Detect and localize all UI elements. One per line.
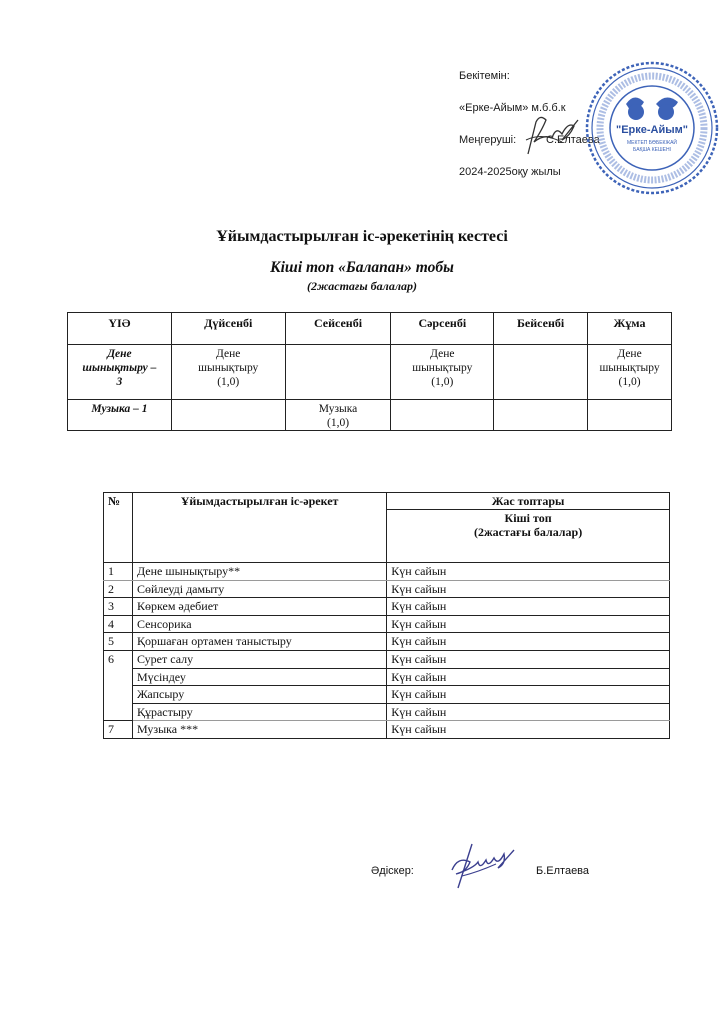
column-header-age-groups: Жас топтары <box>387 493 670 510</box>
methodist-name: Б.Елтаева <box>536 865 590 877</box>
schedule-cell: Дене шынықтыру (1,0) <box>391 345 494 400</box>
table-row: 5 Қоршаған ортамен таныстыру Күн сайын <box>104 633 670 651</box>
column-header: Сәрсенбі <box>391 313 494 345</box>
head-name: С.Елтаева <box>546 134 600 146</box>
head-signature-icon <box>522 112 584 158</box>
activities-table <box>103 492 670 739</box>
head-label: Меңгеруші: <box>459 134 517 146</box>
row-subject: Музыка – 1 <box>68 400 172 431</box>
svg-text:БАҚША КЕШЕНІ: БАҚША КЕШЕНІ <box>633 147 671 153</box>
table-row <box>68 345 672 400</box>
methodist-signature-icon <box>444 842 516 890</box>
column-header: Бейсенбі <box>494 313 588 345</box>
group-subtitle: Кіші топ «Балапан» тобы <box>270 259 454 276</box>
schedule-cell <box>588 400 672 431</box>
weekly-schedule-table <box>67 312 672 431</box>
schedule-cell <box>171 400 285 431</box>
table-row: Мүсіндеу Күн сайын <box>104 668 670 686</box>
table-row: 2 Сөйлеуді дамыту Күн сайын <box>104 580 670 598</box>
organization-line: «Ерке-Айым» м.б.б.к <box>459 102 566 114</box>
age-note: (2жастағы балалар) <box>307 279 417 293</box>
table-row: Құрастыру Күн сайын <box>104 703 670 721</box>
table-row: Жапсыру Күн сайын <box>104 686 670 704</box>
schedule-cell <box>494 345 588 400</box>
schedule-cell <box>391 400 494 431</box>
approved-label: Бекітемін: <box>459 70 510 82</box>
column-header: ҮІӘ <box>68 313 172 345</box>
svg-text:МЕКТЕП БӨБЕКЖАЙ: МЕКТЕП БӨБЕКЖАЙ <box>626 140 678 146</box>
methodist-label: Әдіскер: <box>371 865 414 877</box>
column-header-activity: Ұйымдастырылған іс-әрекет <box>132 493 386 563</box>
svg-text:"Ерке-Айым": "Ерке-Айым" <box>615 124 689 136</box>
column-header: Дүйсенбі <box>171 313 285 345</box>
table-header-row <box>104 493 670 510</box>
official-stamp-icon <box>584 60 720 196</box>
schedule-cell: Дене шынықтыру (1,0) <box>588 345 672 400</box>
table-row: 1 Дене шынықтыру** Күн сайын <box>104 563 670 581</box>
column-header: Жұма <box>588 313 672 345</box>
schedule-cell <box>285 345 391 400</box>
schedule-cell <box>494 400 588 431</box>
table-row: 6 Сурет салу Күн сайын <box>104 650 670 668</box>
schedule-cell: Дене шынықтыру (1,0) <box>171 345 285 400</box>
table-header-row <box>68 313 672 345</box>
page-title: Ұйымдастырылған іс-әрекетінің кестесі <box>216 228 508 245</box>
column-header-number: № <box>104 493 133 563</box>
schedule-cell: Музыка (1,0) <box>285 400 391 431</box>
table-row: 7 Музыка *** Күн сайын <box>104 721 670 739</box>
table-row <box>68 400 672 431</box>
column-header: Сейсенбі <box>285 313 391 345</box>
row-subject: Дене шынықтыру – 3 <box>68 345 172 400</box>
table-row: 4 Сенсорика Күн сайын <box>104 615 670 633</box>
table-row: 3 Көркем әдебиет Күн сайын <box>104 598 670 616</box>
academic-year: 2024-2025оқу жылы <box>459 166 561 178</box>
age-group-header: Кіші топ (2жастағы балалар) <box>387 510 670 563</box>
